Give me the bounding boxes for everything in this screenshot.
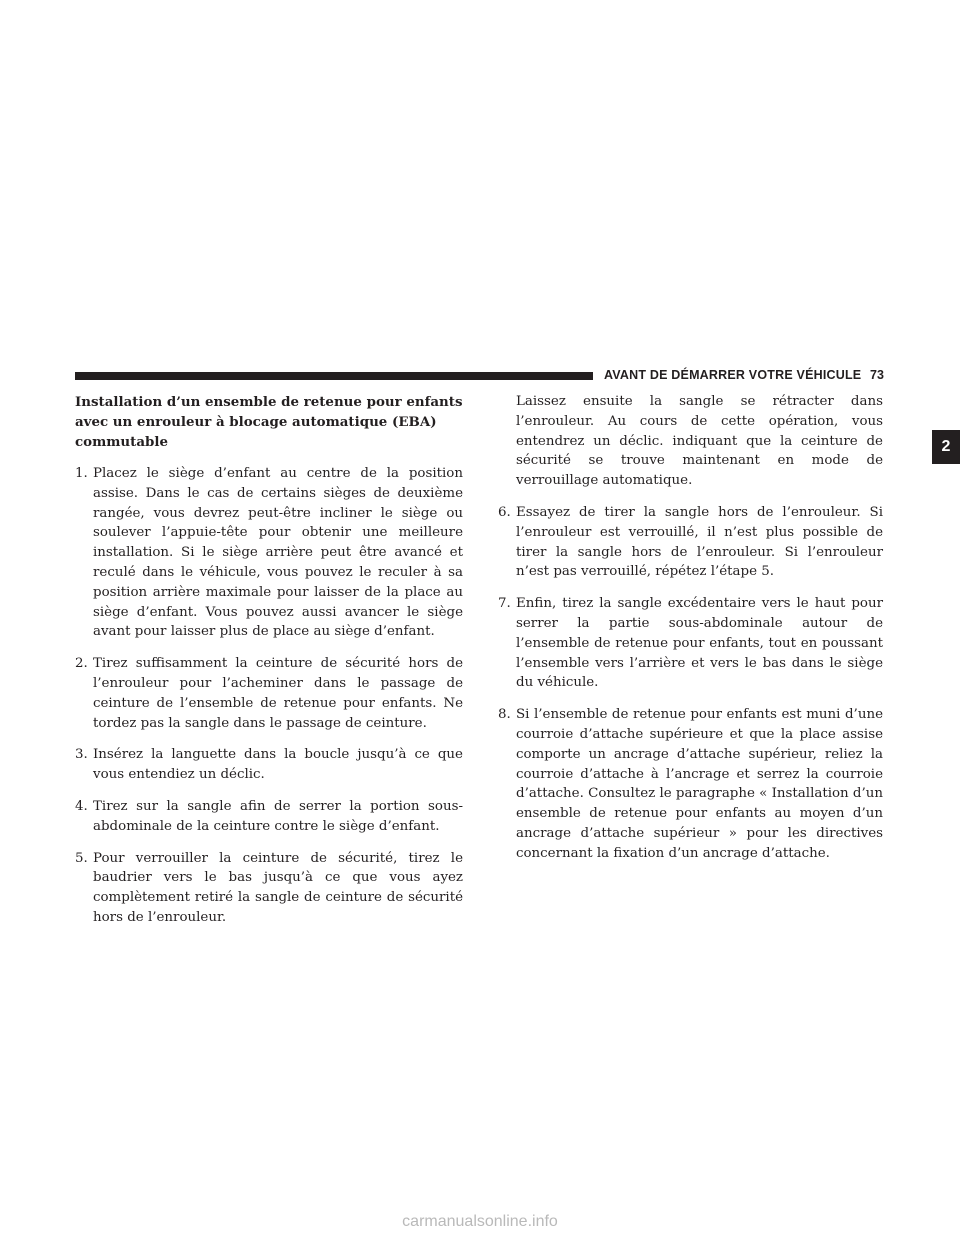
step-text: Enfin, tirez la sangle excédentaire vers le haut pour serrer la partie sous-abdominale autour de l’ensemble de retenue pour enfants, tout en poussant l’ensemble vers l’arrière et vers le bas dans le siège du véhicule.	[516, 596, 883, 691]
step-text: Si l’ensemble de retenue pour enfants est muni d’une courroie d’attache supérieure et que la place assise comporte un ancrage d’attache supérieur, reliez la courroie d’attache à l’ancrage et serrez la courroie d’attache. Consultez le paragraphe « Installation d’un ensemble de retenue pour enfants au moyen d’un ancrage d’attache supérieur » pour les directives concernant la fixation d’un ancrage d’attache.	[516, 707, 884, 861]
list-item	[498, 503, 883, 582]
step-text: Insérez la languette dans la boucle jusqu’à ce que vous entendiez un déclic.	[93, 747, 463, 783]
list-item	[75, 654, 463, 733]
chapter-tab: 2	[932, 430, 960, 464]
step-text: Tirez sur la sangle afin de serrer la portion sous-abdominale de la ceinture contre le siège d’enfant.	[93, 798, 463, 834]
step-number: 7.	[498, 596, 511, 612]
list-item	[75, 464, 463, 642]
header-rule	[75, 372, 593, 380]
running-header-title: AVANT DE DÉMARRER VOTRE VÉHICULE	[604, 368, 862, 382]
step-number: 8.	[498, 707, 511, 723]
list-item	[498, 594, 883, 693]
step-number: 4.	[75, 798, 88, 814]
step-text: Essayez de tirer la sangle hors de l’enrouleur. Si l’enrouleur est verrouillé, il n’est plus possible de tirer la sangle hors de l’enrouleur. Si l’enrouleur n’est pas verrouillé, répétez l’étape 5.	[516, 504, 883, 580]
list-item	[498, 705, 883, 863]
step-5-continuation: Laissez ensuite la sangle se rétracter dans l’enrouleur. Au cours de cette opération, vous entendrez un déclic. indiquant que la ceinture de sécurité se trouve maintenant en mode de verrouillage automatique.	[516, 394, 883, 489]
step-text: Pour verrouiller la ceinture de sécurité, tirez le baudrier vers le bas jusqu’à ce que vous ayez complètement retiré la sangle de ceinture de sécurité hors de l’enrouleur.	[93, 850, 463, 925]
step-number: 3.	[75, 747, 88, 763]
step-text: Tirez suffisamment la ceinture de sécurité hors de l’enrouleur pour l’acheminer dans le passage de ceinture de l’ensemble de retenue pour enfants. Ne tordez pas la sangle dans le passage de ceinture.	[93, 656, 463, 731]
list-item	[75, 797, 463, 837]
list-item	[75, 745, 463, 785]
watermark: carmanualsonline.info	[402, 1213, 558, 1230]
step-number: 6.	[498, 504, 511, 520]
right-column	[498, 392, 883, 876]
list-item	[75, 849, 463, 928]
left-column	[75, 392, 463, 940]
page-number: 73	[870, 368, 884, 382]
step-number: 5.	[75, 850, 88, 866]
step-number: 2.	[75, 656, 88, 672]
section-title: Installation d’un ensemble de retenue pour enfants avec un enrouleur à blocage automatique (EBA) commutable	[75, 394, 463, 450]
step-text: Placez le siège d’enfant au centre de la position assise. Dans le cas de certains sièges de deuxième rangée, vous devrez peut-être incliner le siège ou soulever l’appuie-tête pour obtenir une meilleure installation. Si le siège arrière peut être avancé et reculé dans le véhicule, vous pouvez le reculer à sa position arrière maximale pour laisser de la place au siège d’enfant. Vous pouvez aussi avancer le siège avant pour laisser plus de place au siège d’enfant.	[93, 466, 463, 640]
step-number: 1.	[75, 466, 88, 481]
